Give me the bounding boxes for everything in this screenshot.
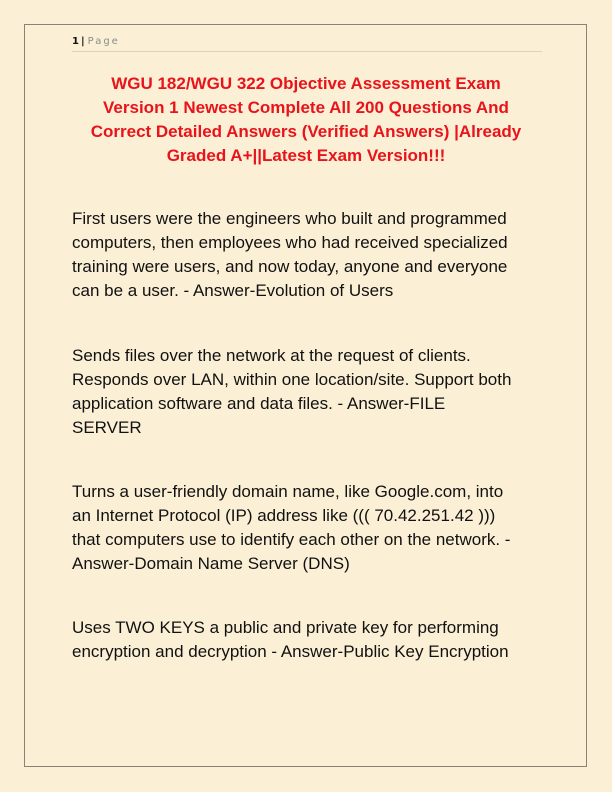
qa-item-evolution-of-users: [72, 207, 552, 303]
qa-item-dns: [72, 480, 552, 576]
qa-line: Responds over LAN, within one location/site. Support both: [72, 370, 512, 389]
qa-line: Uses TWO KEYS a public and private key for performing: [72, 618, 499, 637]
qa-line: Answer-Domain Name Server (DNS): [72, 554, 350, 573]
qa-line: that computers use to identify each other on the network. -: [72, 530, 511, 549]
title-line: Graded A+||Latest Exam Version!!!: [166, 146, 446, 165]
header-separator: |: [80, 36, 85, 47]
qa-line: encryption and decryption - Answer-Public Key Encryption: [72, 642, 509, 661]
document-title: [72, 72, 540, 168]
qa-line: Turns a user-friendly domain name, like Google.com, into: [72, 482, 504, 501]
qa-line: computers, then employees who had received specialized: [72, 233, 508, 252]
qa-line: an Internet Protocol (IP) address like ((( 70.42.251.42 ))): [72, 506, 496, 525]
page-number: 1: [72, 36, 79, 47]
qa-line: SERVER: [72, 418, 142, 437]
page-header: [72, 35, 542, 52]
qa-line: application software and data files. - Answer-FILE: [72, 394, 446, 413]
qa-item-public-key-encryption: [72, 616, 552, 664]
title-line: Version 1 Newest Complete All 200 Questions And: [103, 98, 509, 117]
qa-line: First users were the engineers who built and programmed: [72, 209, 507, 228]
qa-item-file-server: [72, 344, 552, 440]
title-line: WGU 182/WGU 322 Objective Assessment Exam: [111, 74, 501, 93]
qa-line: can be a user. - Answer-Evolution of Users: [72, 281, 394, 300]
title-line: Correct Detailed Answers (Verified Answers) |Already: [90, 122, 522, 141]
qa-line: Sends files over the network at the request of clients.: [72, 346, 471, 365]
qa-line: training were users, and now today, anyone and everyone: [72, 257, 508, 276]
page-word: Page: [87, 36, 120, 47]
